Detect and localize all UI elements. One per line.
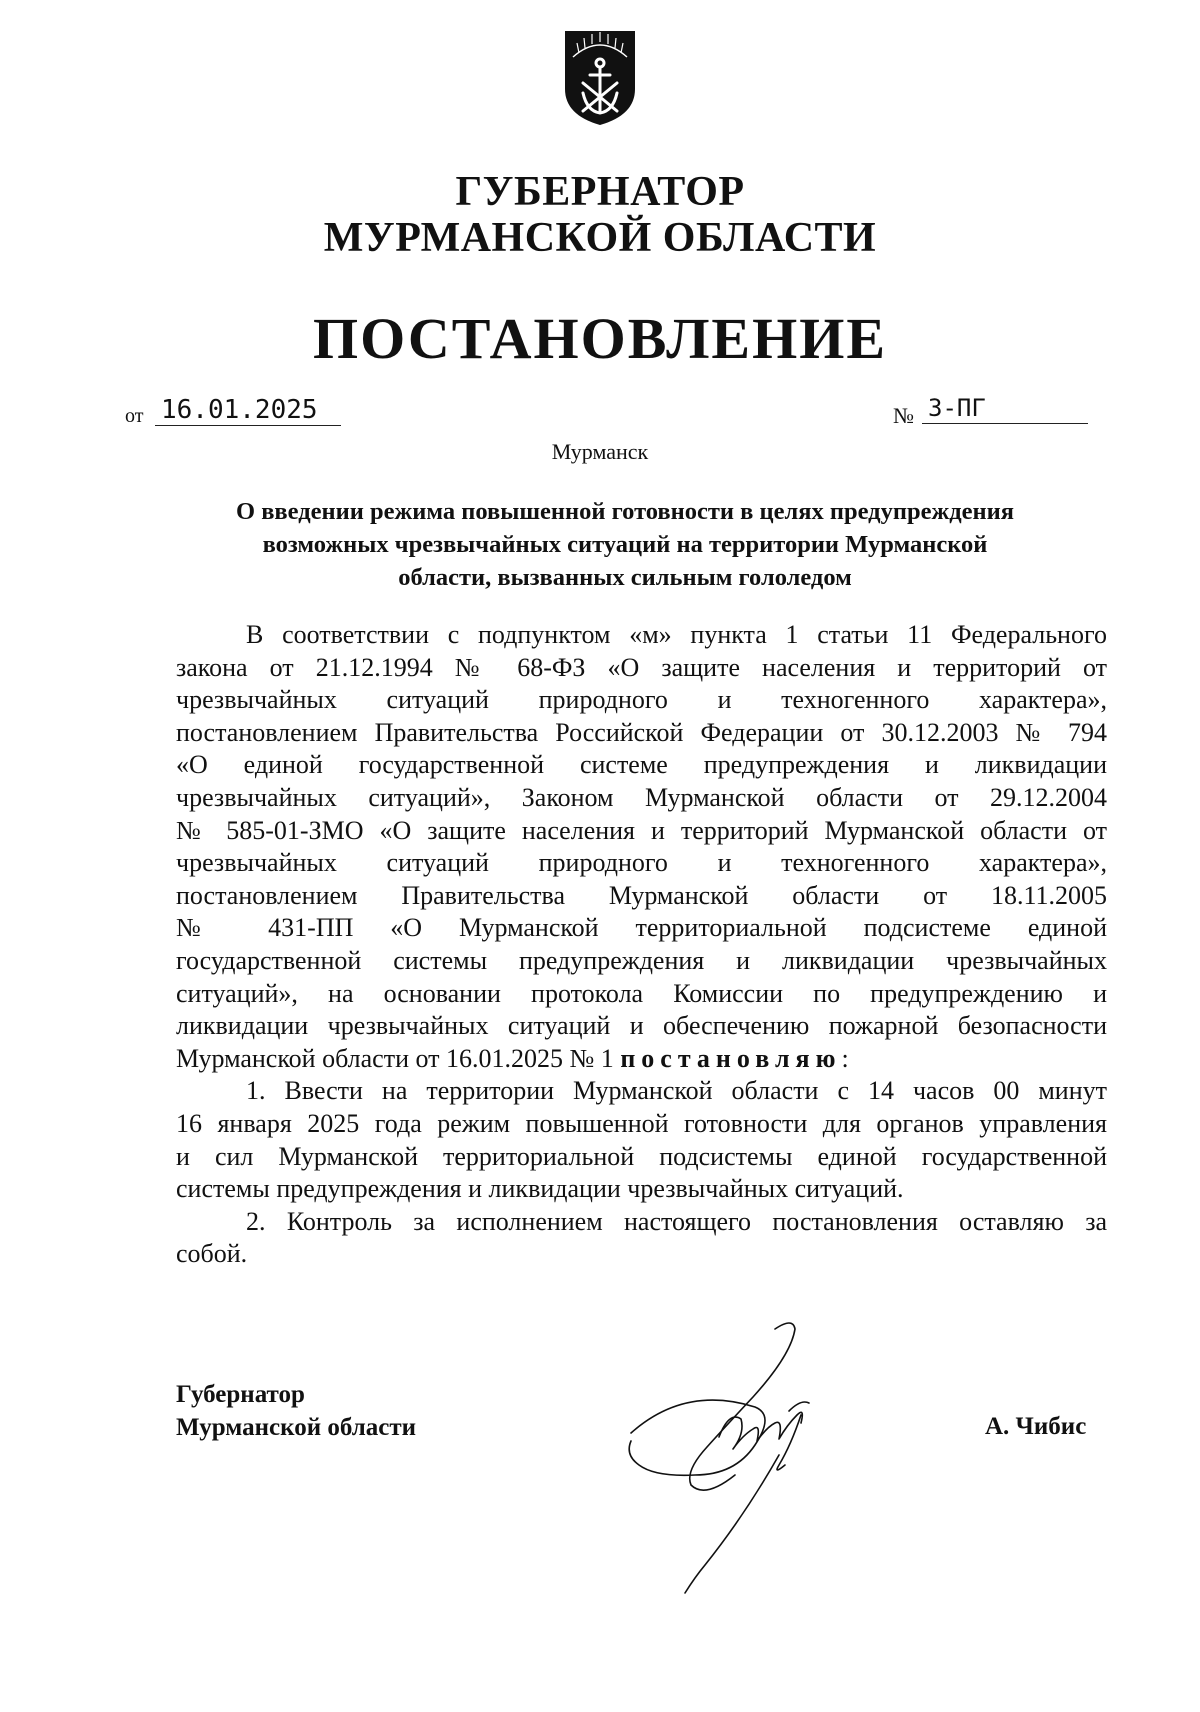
body-line: постановлением Правительства Мурманской области от 18.11.2005: [176, 880, 1107, 910]
document-number: 3-ПГ: [922, 393, 1088, 424]
body-line: закона от 21.12.1994 № 68-ФЗ «О защите населения и территорий от: [176, 652, 1107, 682]
document-body: [176, 619, 1107, 1271]
body-line: чрезвычайных ситуаций», Законом Мурманской области от 29.12.2004: [176, 782, 1107, 812]
body-line: № 431-ПП «О Мурманской территориальной подсистеме единой: [176, 913, 1107, 943]
signatory-title: [176, 1378, 416, 1444]
subject-line: О введении режима повышенной готовности в целях предупреждения: [236, 498, 1014, 525]
document-type-title: ПОСТАНОВЛЕНИЕ: [312, 306, 888, 371]
signatory-title-line2: Мурманской области: [176, 1414, 417, 1441]
document-date: 16.01.2025: [155, 395, 341, 426]
body-line-resolution: [176, 1043, 1107, 1076]
body-line: чрезвычайных ситуаций природного и техногенного характера»,: [176, 685, 1107, 715]
date-number-row: [0, 395, 1200, 435]
handwritten-signature-icon: [625, 1315, 865, 1600]
resolution-colon: :: [841, 1043, 849, 1073]
clause-1-line: 16 января 2025 года режим повышенной готовности для органов управления: [176, 1108, 1107, 1138]
clause-2-line: 2. Контроль за исполнением настоящего постановления оставляю за: [246, 1206, 1107, 1236]
authority-title-line1: ГУБЕРНАТОР: [455, 169, 745, 215]
coat-of-arms-icon: [561, 27, 639, 129]
resolution-preamble: Мурманской области от 16.01.2025 № 1: [176, 1043, 614, 1073]
authority-title-line2: МУРМАНСКОЙ ОБЛАСТИ: [323, 215, 877, 261]
body-line: ситуаций», на основании протокола Комиссии по предупреждению и: [176, 978, 1107, 1008]
signatory-title-line1: Губернатор: [176, 1381, 305, 1408]
clause-1-line: и сил Мурманской территориальной подсистемы единой государственной: [176, 1141, 1107, 1171]
body-line: чрезвычайных ситуаций природного и техногенного характера»,: [176, 848, 1107, 878]
body-line: № 585-01-ЗМО «О защите населения и территорий Мурманской области от: [176, 815, 1107, 845]
clause-2-line: собой.: [176, 1239, 248, 1269]
date-prefix: от: [125, 405, 144, 427]
body-line: ликвидации чрезвычайных ситуаций и обеспечению пожарной безопасности: [176, 1011, 1107, 1041]
clause-1-line: системы предупреждения и ликвидации чрезвычайных ситуаций.: [176, 1174, 904, 1204]
clause-1-line: 1. Ввести на территории Мурманской области с 14 часов 00 минут: [246, 1076, 1107, 1106]
document-subject: [160, 495, 1090, 594]
body-line: государственной системы предупреждения и ликвидации чрезвычайных: [176, 945, 1107, 975]
resolution-keyword: постановляю: [620, 1043, 842, 1073]
subject-line: возможных чрезвычайных ситуаций на территории Мурманской: [262, 531, 988, 558]
number-prefix: №: [893, 403, 914, 428]
city-name: Мурманск: [551, 439, 649, 464]
body-line: В соответствии с подпунктом «м» пункта 1 статьи 11 Федерального: [246, 620, 1107, 649]
body-line: «О единой государственной системе предупреждения и ликвидации: [176, 750, 1107, 780]
body-line: постановлением Правительства Российской Федерации от 30.12.2003 № 794: [176, 717, 1107, 747]
signatory-name: А. Чибис: [985, 1413, 1087, 1440]
subject-line: области, вызванных сильным гололедом: [398, 564, 852, 591]
